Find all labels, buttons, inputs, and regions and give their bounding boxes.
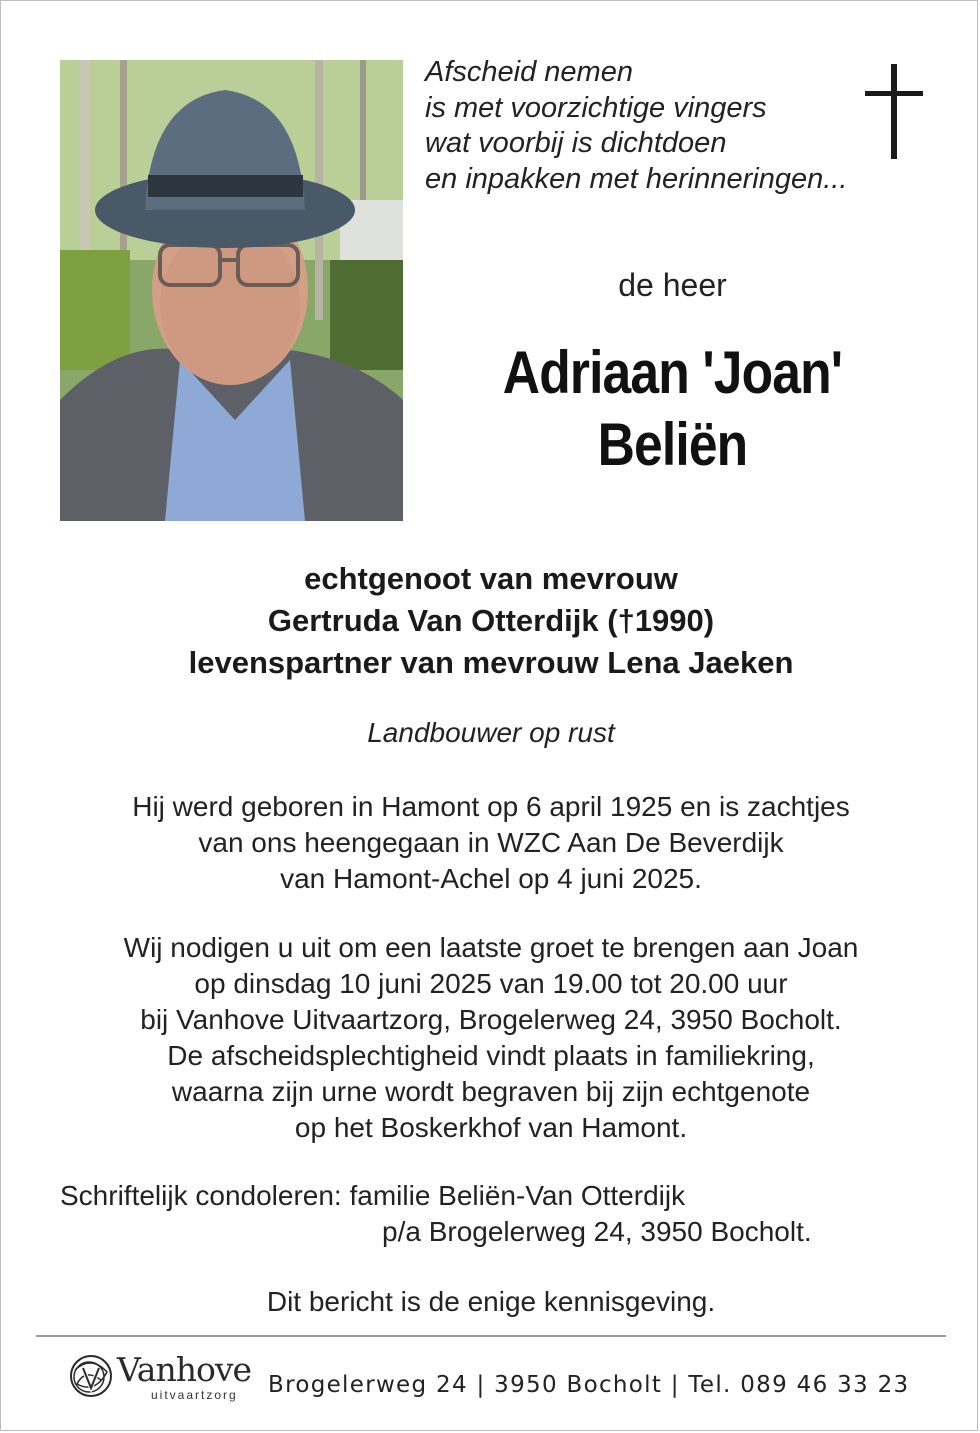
- poem-line: is met voorzichtige vingers: [425, 91, 767, 124]
- paragraph-line: van Hamont-Achel op 4 juni 2025.: [280, 863, 702, 894]
- paragraph-line: bij Vanhove Uitvaartzorg, Brogelerweg 24, 3950 Bocholt.: [140, 1004, 842, 1035]
- logo-scribble-icon: [65, 1350, 117, 1402]
- condolence-line-1: Schriftelijk condoleren: familie Beliën-Van Otterdijk: [60, 1180, 686, 1211]
- footer-contact: Brogelerweg 24 | 3950 Bocholt | Tel. 089 46 33 23: [268, 1372, 910, 1398]
- relation-line: levenspartner van mevrouw Lena Jaeken: [188, 645, 794, 680]
- occupation: Landbouwer op rust: [367, 717, 615, 748]
- relation-line: echtgenoot van mevrouw: [304, 561, 678, 596]
- notice: Dit bericht is de enige kennisgeving.: [266, 1286, 716, 1317]
- funeral-home-logo: [65, 1350, 255, 1402]
- footer-divider: [36, 1335, 946, 1337]
- paragraph-line: Hij werd geboren in Hamont op 6 april 1925 en is zachtjes: [132, 791, 850, 822]
- deceased-name: [460, 337, 886, 481]
- poem-line: Afscheid nemen: [425, 56, 633, 88]
- name-line-2: Beliën: [597, 411, 748, 478]
- relations: [1, 558, 980, 684]
- paragraph-line: waarna zijn urne wordt begraven bij zijn echtgenote: [171, 1076, 811, 1107]
- paragraph-line: Wij nodigen u uit om een laatste groet te brengen aan Joan: [123, 932, 859, 963]
- paragraph-line: van ons heengegaan in WZC Aan De Beverdijk: [198, 827, 784, 858]
- paragraph-line: De afscheidsplechtigheid vindt plaats in familiekring,: [167, 1040, 815, 1071]
- birth-death-paragraph: [1, 789, 980, 897]
- name-line-1: Adriaan 'Joan': [502, 339, 843, 406]
- cross-icon: [865, 64, 923, 159]
- paragraph-line: op dinsdag 10 juni 2025 van 19.00 tot 20.00 uur: [194, 968, 788, 999]
- poem: [425, 55, 847, 197]
- portrait-photo: [60, 60, 403, 521]
- poem-line: en inpakken met herinneringen...: [425, 162, 848, 195]
- poem-line: wat voorbij is dichtdoen: [425, 127, 727, 159]
- logo-subtitle: uitvaartzorg: [151, 1388, 238, 1402]
- condolence-line-2: p/a Brogelerweg 24, 3950 Bocholt.: [382, 1216, 812, 1247]
- relation-line: Gertruda Van Otterdijk (†1990): [267, 603, 715, 638]
- logo-name: Vanhove: [117, 1350, 252, 1389]
- honorific: de heer: [618, 267, 727, 303]
- invitation-paragraph: [1, 930, 980, 1146]
- condolence-address: [60, 1178, 812, 1250]
- paragraph-line: op het Boskerkhof van Hamont.: [294, 1112, 688, 1143]
